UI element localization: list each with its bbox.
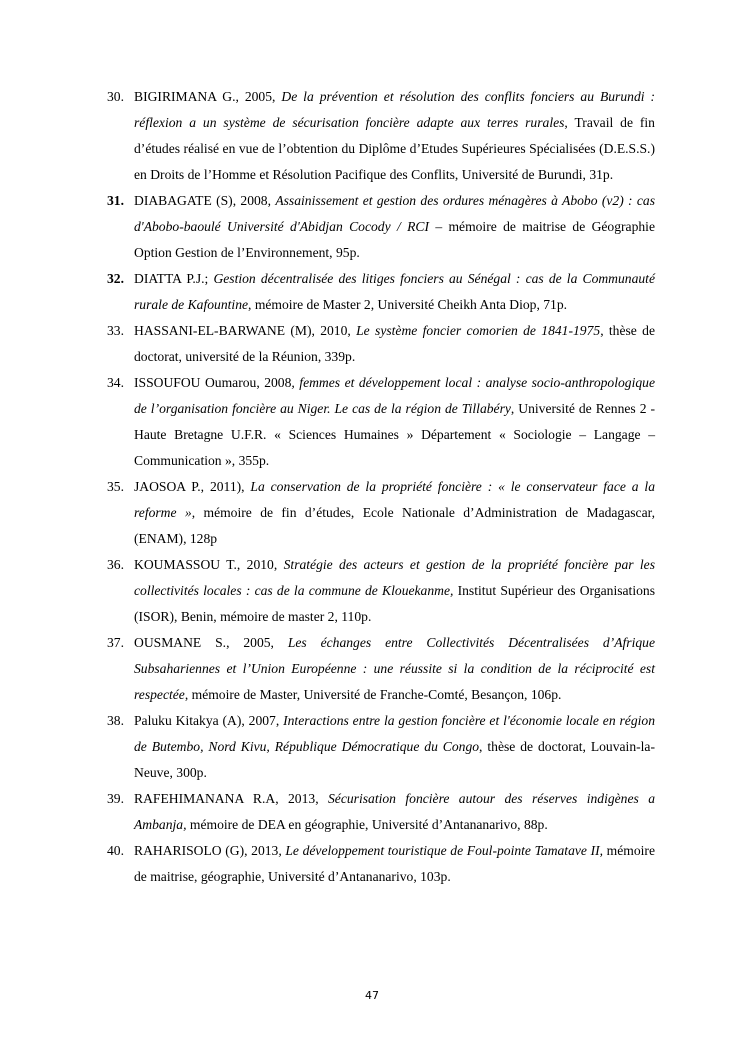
reference-text: – mémoire de maitrise de Géographie Option Gestion de l’Environnement, 95p. [134, 219, 655, 260]
reference-text: JAOSOA P., 2011), [134, 479, 251, 494]
reference-number: 39. [107, 791, 124, 806]
reference-text: ISSOUFOU Oumarou, 2008 [134, 375, 292, 390]
reference-item [107, 474, 655, 552]
reference-item [107, 84, 655, 188]
reference-text: HASSANI-EL-BARWANE (M), 2010, [134, 323, 357, 338]
reference-text: RAHARISOLO (G), 2013 [134, 843, 279, 858]
reference-text: , Travail de fin d’études réalisé en vue de l’obtention du Diplôme d’Etudes Supérieures Spécialisées (D.E.S.S.) en Droits de l’Homme et Résolution Pacifique des Conflits, Université de Burundi, 31p. [134, 115, 655, 182]
reference-text: , mémoire de fin d’études, Ecole Nationale d’Administration de Madagascar, (ENAM), 128p [134, 505, 656, 546]
reference-title: Assainissement et gestion des ordures ménagères à Abobo (v2) : cas d'Abobo-baoulé Université d'Abidjan Cocody / RCI [134, 193, 655, 234]
reference-text: , Université de Rennes 2 - Haute Bretagne U.F.R. « Sciences Humaines » Département « Sociologie – Langage – Communication », 355p. [134, 401, 655, 468]
reference-text: KOUMASSOU T., 2010, [134, 557, 284, 572]
reference-text: , thèse de doctorat, Louvain-la-Neuve, 300p. [134, 739, 655, 780]
reference-title: Les échanges entre Collectivités Décentralisées d’Afrique Subsahariennes et l’Union Européenne : une réussite si la condition de la réciprocité est respectée [134, 635, 655, 702]
reference-text: DIATTA P.J.; [134, 271, 214, 286]
reference-text: BIGIRIMANA G., 2005, [134, 89, 282, 104]
reference-text: , mémoire de Master, Université de Franche-Comté, Besançon, 106p. [184, 687, 562, 702]
reference-number: 34. [107, 375, 124, 390]
reference-number: 36. [107, 557, 124, 572]
reference-title: Sécurisation foncière autour des réserves indigènes a Ambanja, [134, 791, 655, 832]
reference-item [107, 370, 655, 474]
reference-item [107, 708, 655, 786]
reference-text: DIABAGATE (S), 2008, [134, 193, 276, 208]
reference-item [107, 552, 655, 630]
reference-item [107, 786, 655, 838]
reference-text: OUSMANE S., 2005, [134, 635, 288, 650]
reference-number: 37. [107, 635, 124, 650]
reference-item [107, 318, 655, 370]
reference-text: Paluku Kitakya (A), 2007, [134, 713, 284, 728]
reference-item [107, 838, 655, 890]
reference-number: 38. [107, 713, 124, 728]
reference-title: Gestion décentralisée des litiges fonciers au Sénégal : cas de la Communauté rurale de Kafountine [134, 271, 655, 312]
reference-title: Le système foncier comorien de 1841-1975 [356, 323, 601, 338]
reference-title: Interactions entre la gestion foncière et l'économie locale en région de Butembo, Nord Kivu, République Démocratique du Congo [134, 713, 655, 754]
reference-number: 32. [107, 271, 124, 286]
page-number: 47 [365, 989, 379, 1002]
reference-text: , thèse de doctorat, université de la Réunion, 339p. [134, 323, 655, 364]
reference-number: 33. [107, 323, 124, 338]
reference-text: Institut Supérieur des Organisations (ISOR), Benin, mémoire de master 2, 110p. [134, 583, 655, 624]
reference-title: La conservation de la propriété foncière : « le conservateur face a la reforme » [134, 479, 655, 520]
bibliography-list [107, 84, 655, 890]
reference-text: mémoire de maitrise, géographie, Université d’Antananarivo, 103p. [134, 843, 655, 884]
reference-item [107, 630, 655, 708]
reference-number: 35. [107, 479, 124, 494]
reference-item [107, 266, 655, 318]
reference-text: mémoire de DEA en géographie, Université d’Antananarivo, 88p. [186, 817, 548, 832]
reference-title: De la prévention et résolution des conflits fonciers au Burundi : réflexion a un système de sécurisation foncière adapte aux terres rurales [134, 89, 655, 130]
reference-title: , Le développement touristique de Foul-pointe Tamatave II, [278, 843, 604, 858]
reference-number: 40. [107, 843, 124, 858]
reference-text: , mémoire de Master 2, Université Cheikh Anta Diop, 71p. [248, 297, 568, 312]
reference-title: Stratégie des acteurs et gestion de la propriété foncière par les collectivités locales : cas de la commune de Klouekanme, [134, 557, 655, 598]
reference-number: 30. [107, 89, 124, 104]
reference-item [107, 188, 655, 266]
reference-text: RAFEHIMANANA R.A, 2013, [134, 791, 328, 806]
reference-number: 31. [107, 193, 124, 208]
reference-title: , femmes et développement local : analyse socio-anthropologique de l’organisation foncière au Niger. Le cas de la région de Tillabéry [134, 375, 655, 416]
